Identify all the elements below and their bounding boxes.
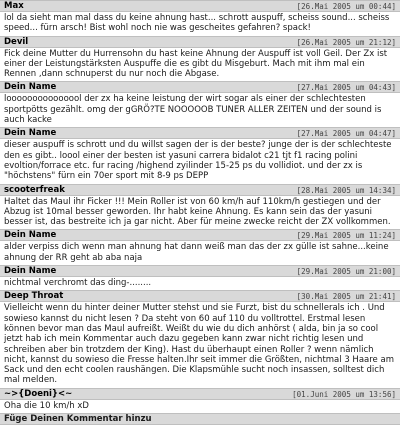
- comment-date: [26.Mai 2005 um 21:12]: [296, 37, 396, 47]
- comment-text: Vielleicht wenn du hinter deiner Mutter stehst und sie Furzt, bist du schnellerals ich . Und sowieso kannst du nicht lesen ? Da steht von 60 auf 110 du volltrottel. Erstmal lesen können bevor man das Maul aufreißt. Weißt du wie du dich anhörst ( alda, bin ja so cool jetzt hab ich mein Kommentar auch dazu gegeben kann zwar nicht richtig lesen und schreiben aber bin trotzdem der King). Hast du überhaupt einen Roller ? wenn nämlich nicht, kannst du sowieso die Fresse halten.Ihr seit immer die Größten, nichtmal 3 Haare am Sack und den echt coolen raushängen. Die Klapsmühle sucht noch insassen, solltest dich mal melden.: [4, 303, 394, 386]
- comment-author: Dein Name: [4, 266, 57, 277]
- comment-item: [0, 229, 400, 265]
- comment-header: [0, 229, 400, 241]
- comment-item: [0, 184, 400, 230]
- comment-text: Haltet das Maul ihr Ficker !!! Mein Roller ist von 60 km/h auf 110km/h gestiegen und der Abzug ist 10mal besser geworden. Ihr habt keine Ahnung. Es kann sein das der yasuni besser ist, das bestreite ich ja gar nicht. Aber für meine zwecke reicht der ZX vollkommen.: [4, 196, 391, 228]
- comment-text: looooooooooooool der zx ha keine leistung der wirt sogar als einer der schlechtesten sportpötts gezählt. omg der gGRÖ?TE NOOOOOB TUNER ALLER ZEITEN und der sound is auch kacke: [4, 94, 382, 126]
- comment-item: [0, 265, 400, 290]
- comment-header: [0, 184, 400, 196]
- comment-item: [0, 127, 400, 183]
- comment-header: [0, 388, 400, 400]
- comment-header: [0, 36, 400, 48]
- comment-date: [01.Juni 2005 um 13:56]: [292, 389, 396, 399]
- comment-header: [0, 127, 400, 139]
- comment-date: [30.Mai 2005 um 21:41]: [296, 292, 396, 302]
- comment-text: nichtmal verchromt das ding-........: [4, 278, 152, 289]
- comment-date: [26.Mai 2005 um 00:44]: [296, 2, 396, 11]
- comment-item: [0, 36, 400, 82]
- comment-date: [27.Mai 2005 um 04:43]: [296, 83, 396, 93]
- comment-date: [28.Mai 2005 um 14:34]: [296, 185, 396, 195]
- comment-author: scooterfreak: [4, 184, 65, 195]
- comment-header: [0, 290, 400, 302]
- comment-author: Deep Throat: [4, 291, 64, 302]
- add-comment-heading: Füge Deinen Kommentar hinzu: [0, 413, 400, 425]
- comment-author: Dein Name: [4, 128, 57, 139]
- comment-date: [27.Mai 2005 um 04:47]: [296, 129, 396, 139]
- comment-date: [29.Mai 2005 um 11:24]: [296, 231, 396, 241]
- comment-text: Fick deine Mutter du Hurrensohn du hast keine Ahnung der Auspuff ist voll Geil. Der Zx ist einer der Leistungstärksten Auspuffe die es gibt du Misgeburt. Mach mit ihm mal ein Rennen ,dann schnuperst du nur noch die Abgase.: [4, 48, 388, 80]
- comment-header: [0, 0, 400, 12]
- comment-author: Dein Name: [4, 230, 57, 241]
- comment-author: ~>{Doeni}<~: [4, 388, 73, 399]
- comment-item: [0, 0, 400, 36]
- comment-header: [0, 81, 400, 93]
- comment-text: alder verpiss dich wenn man ahnung hat dann weiß man das der zx gülle ist sahne...keine ahnung der RR geht ab aba naja: [4, 242, 389, 263]
- comment-item: [0, 388, 400, 413]
- comment-header: [0, 265, 400, 277]
- comment-item: [0, 81, 400, 127]
- comment-author: Dein Name: [4, 82, 57, 93]
- comment-text: dieser auspuff is schrott und du willst sagen der is der beste? junge der is der schlechteste den es gibt.. loool einer der besten ist yasuni carrera bidalot c21 tjt f1 racing polini evoltion/forrace etc. fur racing /highend zyilinder 15-25 ps du vollidiot. und der zx is "höchstens" fürn ein 70er sport mit 8-9 ps DEPP: [4, 140, 392, 182]
- comment-text: Oha die 10 km/h xD: [4, 400, 89, 411]
- comment-date: [29.Mai 2005 um 21:00]: [296, 267, 396, 277]
- comment-text: lol da sieht man mal dass du keine ahnung hast... schrott auspuff, scheiss sound... scheiss speed... fürn arsch! Bist wohl noch nie was gescheites gefahren? spack!: [4, 13, 390, 34]
- comment-author: Devil: [4, 36, 29, 47]
- comment-item: [0, 290, 400, 387]
- comment-author: Max: [4, 1, 24, 11]
